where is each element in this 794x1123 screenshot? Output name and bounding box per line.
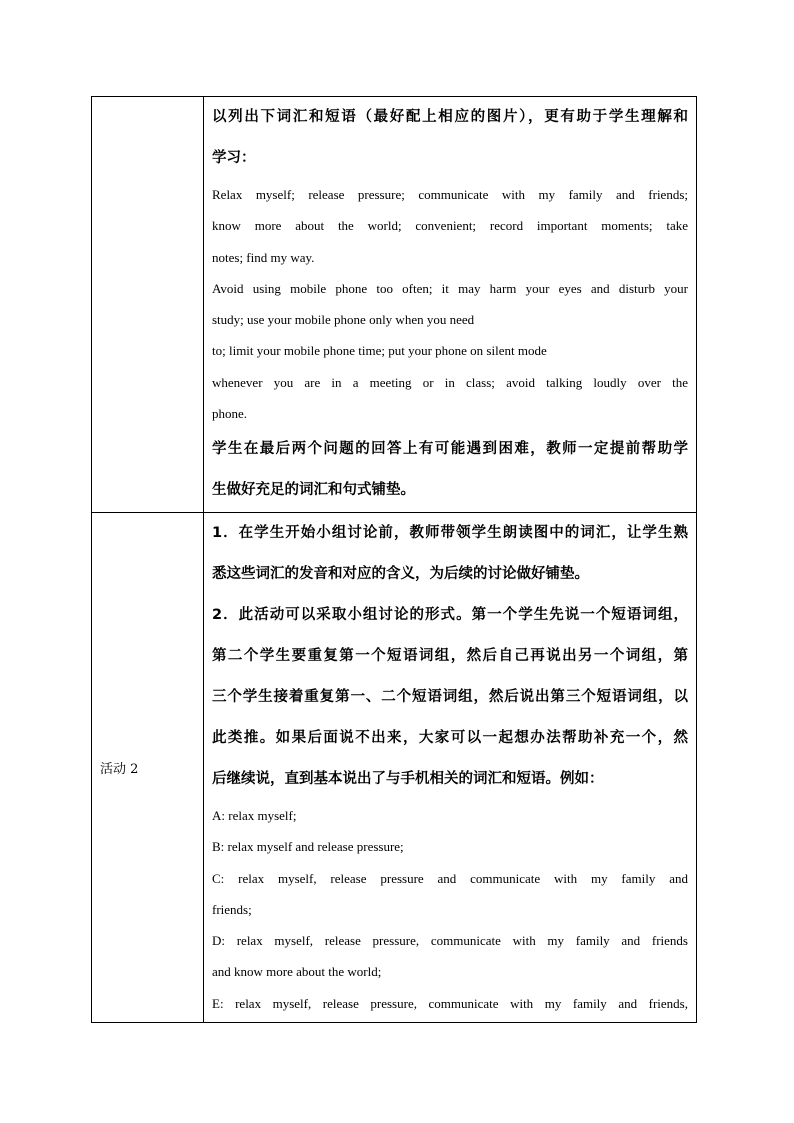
table-row (92, 97, 697, 513)
text-line: notes; find my way. (212, 249, 315, 265)
text-line: 学习： (212, 150, 256, 166)
text-line: B: relax myself and release pressure; (212, 839, 404, 855)
text-line: whenever you are in a meeting or in class; avoid talking loudly over the (212, 374, 688, 390)
text-line: phone. (212, 406, 248, 422)
text-line: and know more about the world; (212, 964, 382, 980)
text-line: C: relax myself, release pressure and communicate with my family and (212, 870, 688, 886)
text-line: E: relax myself, release pressure, communicate with my family and friends, (212, 995, 688, 1011)
text-line: know more about the world; convenient; record important moments; take (212, 218, 688, 234)
text-line: 此类推。如果后面说不出来，大家可以一起想办法帮助补充一个，然 (212, 730, 688, 746)
text-line: to; limit your mobile phone time; put your phone on silent mode (212, 343, 547, 359)
text-line: 悉这些词汇的发音和对应的含义，为后续的讨论做好铺垫。 (212, 566, 589, 582)
text-line: 1．在学生开始小组讨论前，教师带领学生朗读图中的词汇，让学生熟 (212, 525, 688, 541)
text-line: D: relax myself, release pressure, communicate with my family and friends (212, 933, 688, 949)
text-line: 学生在最后两个问题的回答上有可能遇到困难，教师一定提前帮助学 (212, 441, 688, 458)
text-line: 第二个学生要重复第一个短语词组，然后自己再说出另一个词组，第 (212, 648, 688, 664)
text-line: Avoid using mobile phone too often; it may harm your eyes and disturb your (212, 280, 688, 296)
row-content (204, 513, 697, 1023)
row-content (204, 97, 697, 513)
lesson-plan-table (91, 96, 697, 1023)
text-line: 后继续说，直到基本说出了与手机相关的词汇和短语。例如： (212, 771, 604, 787)
text-line: 三个学生接着重复第一、二个短语词组，然后说出第三个短语词组，以 (212, 689, 688, 705)
text-line: A: relax myself; (212, 808, 297, 823)
row-label (92, 97, 204, 513)
text-line: 2．此活动可以采取小组讨论的形式。第一个学生先说一个短语词组， (212, 607, 688, 623)
table-row (92, 513, 697, 1023)
text-line: study; use your mobile phone only when you need (212, 312, 475, 328)
text-line: Relax myself; release pressure; communicate with my family and friends; (212, 187, 688, 202)
text-line: 以列出下词汇和短语（最好配上相应的图片），更有助于学生理解和 (212, 109, 688, 125)
row-label: 活动 2 (92, 513, 204, 1023)
text-line: 生做好充足的词汇和句式铺垫。 (212, 482, 415, 499)
text-line: friends; (212, 901, 252, 917)
